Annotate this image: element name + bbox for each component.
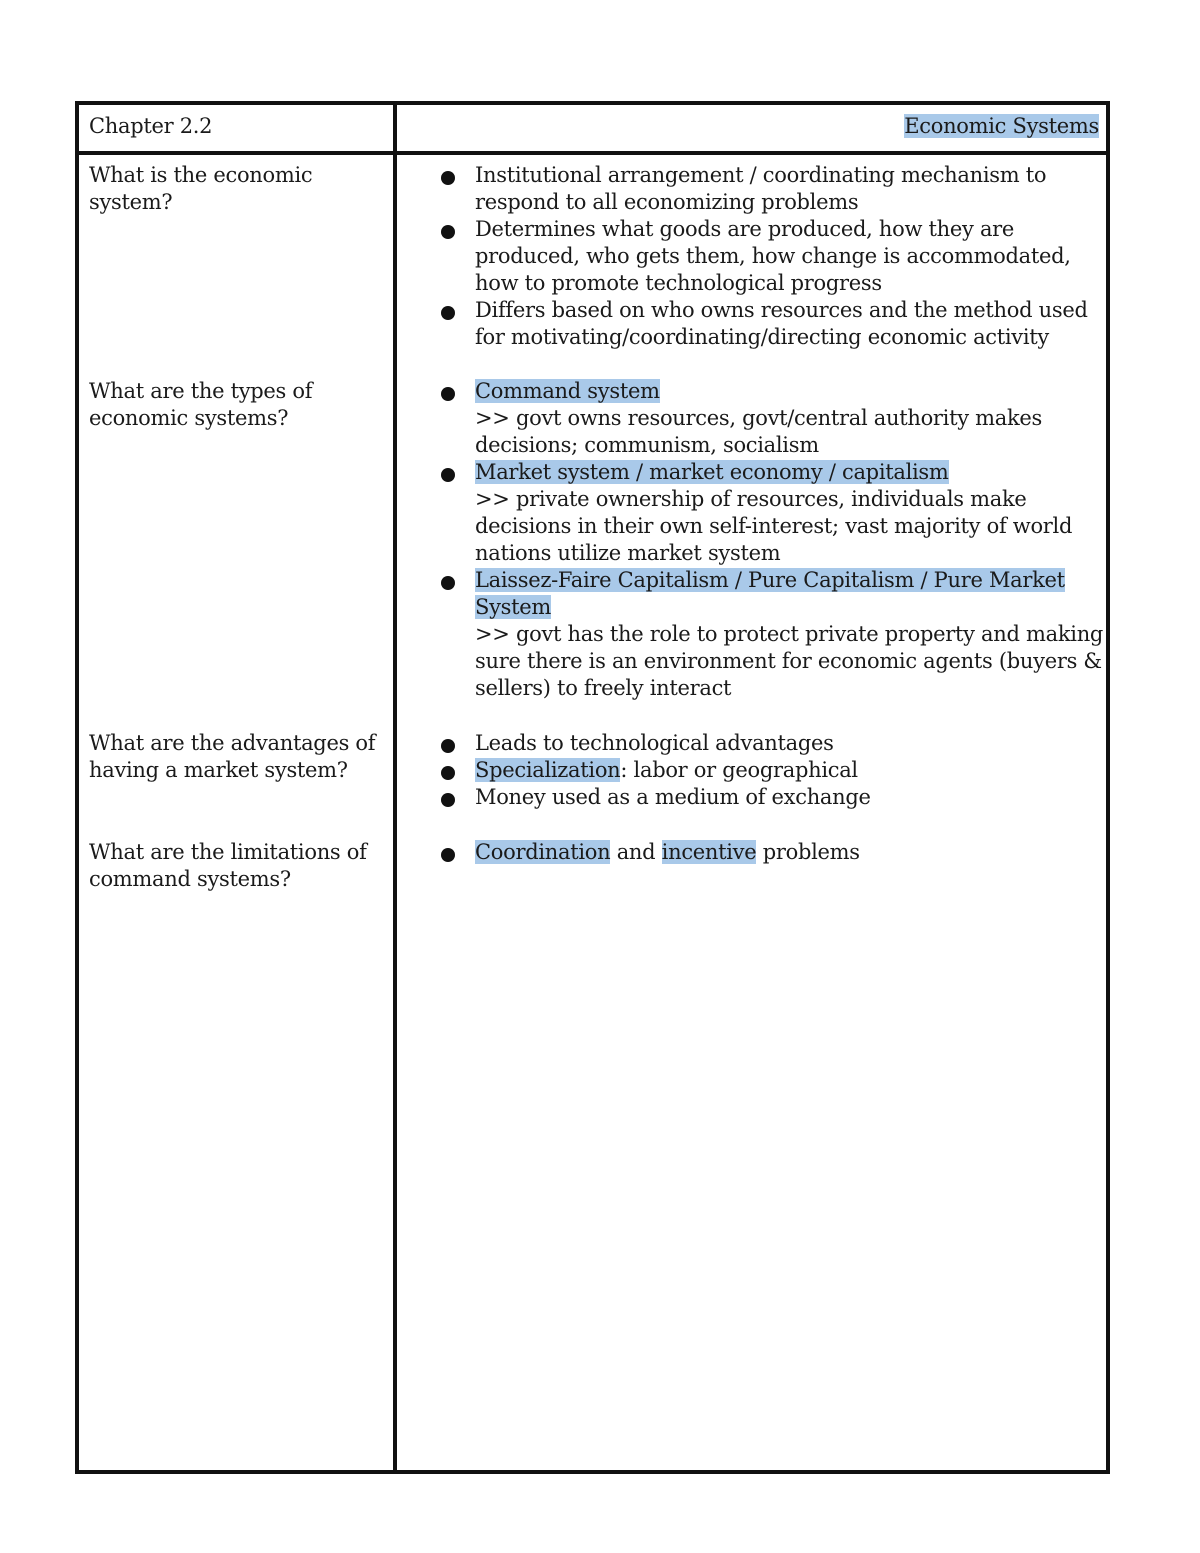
topic-title <box>904 114 1099 138</box>
answer-text: : labor or geographical <box>620 758 858 782</box>
answer-detail: >> govt has the role to protect private property and making sure there is an environment for economic agents (buyers & sellers) to freely interact <box>475 622 1104 700</box>
answer-item <box>421 378 1111 459</box>
answer-item <box>421 757 1111 784</box>
question-limitations: What are the limitations of command systems? <box>89 840 367 891</box>
term-highlight: Command system <box>475 379 660 403</box>
answers-types <box>421 378 1111 702</box>
answer-text: Money used as a medium of exchange <box>475 785 871 809</box>
answer-item <box>421 162 1111 216</box>
answer-text: and <box>610 840 662 864</box>
bullet-icon <box>441 793 455 807</box>
bullet-icon <box>441 225 455 239</box>
question-types: What are the types of economic systems? <box>89 379 313 430</box>
term-highlight: Coordination <box>475 840 611 864</box>
bullet-icon <box>441 576 455 590</box>
question-economic-system: What is the economic system? <box>89 163 313 214</box>
answer-item <box>421 567 1111 702</box>
answers-economic-system <box>421 162 1111 351</box>
answer-detail: >> govt owns resources, govt/central authority makes decisions; communism, socialism <box>475 406 1043 457</box>
answer-text: Leads to technological advantages <box>475 731 834 755</box>
answer-text: Determines what goods are produced, how they are produced, who gets them, how change is accommodated, how to promote technological progress <box>475 217 1071 295</box>
answers-limitations <box>421 839 1111 866</box>
bullet-icon <box>441 306 455 320</box>
term-highlight: Market system / market economy / capitalism <box>475 460 949 484</box>
bullet-icon <box>441 171 455 185</box>
answer-item <box>421 839 1111 866</box>
notes-table <box>75 101 1110 1474</box>
answer-item <box>421 459 1111 567</box>
term-highlight: incentive <box>661 840 757 864</box>
answer-text: Institutional arrangement / coordinating mechanism to respond to all economizing problems <box>475 163 1047 214</box>
answer-text: Differs based on who owns resources and the method used for motivating/coordinating/directing economic activity <box>475 298 1088 349</box>
answer-item <box>421 784 1111 811</box>
bullet-icon <box>441 848 455 862</box>
bullet-icon <box>441 739 455 753</box>
bullet-icon <box>441 387 455 401</box>
question-advantages: What are the advantages of having a market system? <box>89 731 376 782</box>
column-divider <box>393 105 397 1470</box>
header-divider <box>79 151 1106 155</box>
bullet-icon <box>441 468 455 482</box>
answer-item <box>421 297 1111 351</box>
term-highlight: Laissez-Faire Capitalism / Pure Capitalism / Pure Market System <box>475 568 1065 619</box>
chapter-label: Chapter 2.2 <box>89 114 213 138</box>
answer-detail: >> private ownership of resources, individuals make decisions in their own self-interest; vast majority of world nations utilize market system <box>475 487 1073 565</box>
term-highlight: Specialization <box>475 758 621 782</box>
answers-advantages <box>421 730 1111 811</box>
answer-item <box>421 730 1111 757</box>
answer-text: problems <box>756 840 860 864</box>
answer-item <box>421 216 1111 297</box>
bullet-icon <box>441 766 455 780</box>
topic-title-highlight: Economic Systems <box>904 114 1099 138</box>
